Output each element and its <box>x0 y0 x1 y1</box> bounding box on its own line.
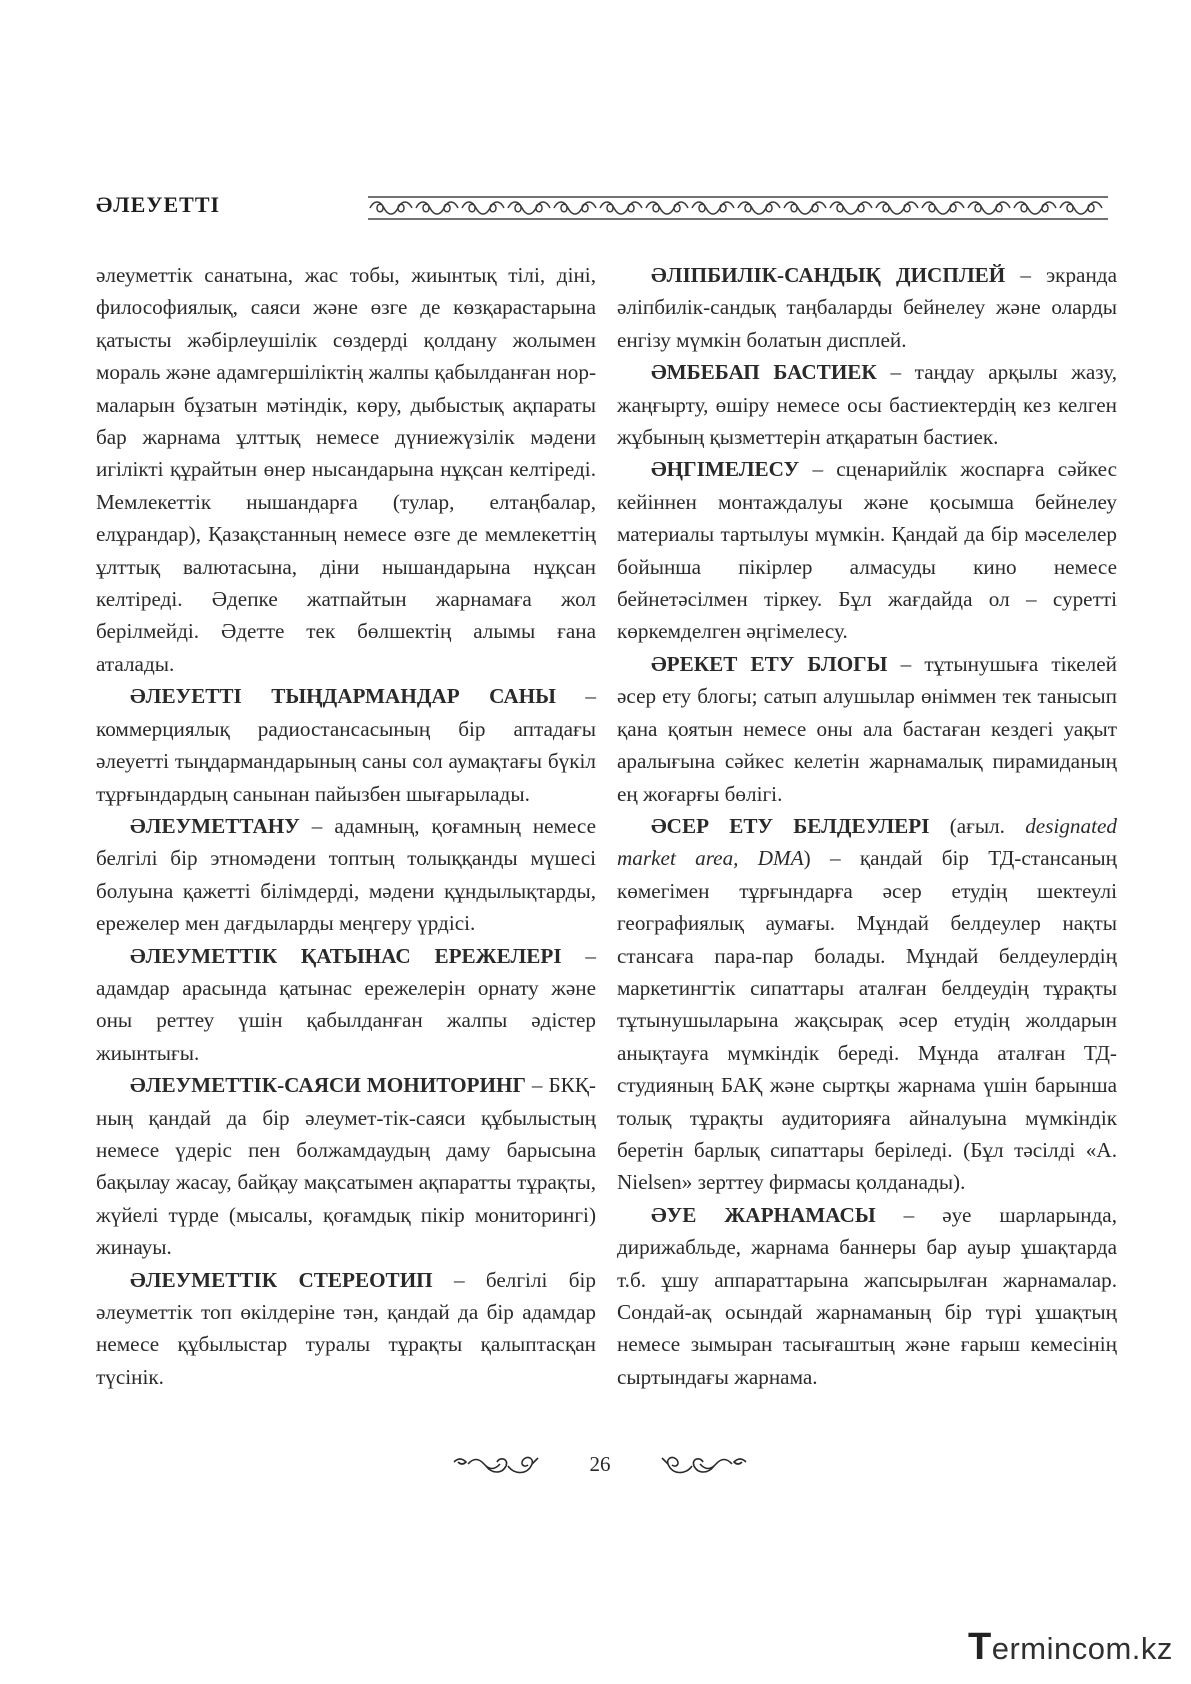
entry-continuation: әлеуметтік санатына, жас тобы, жиынтық тілі, діні, философиялық, саяси және өзге де көзқарастарына қатысты жәбірлеушілік сөздерді қолдану жолымен мораль және адамгершіліктің жалпы қабылданған нормаларын бұзатын мәтіндік, көру, дыбыстық ақпараты бар жарнама ұлттық немесе дүниежүзілік мәдени игілікті құрайтын өнер нысандарына нұқсан келтіреді. Мемлекеттік нышандарға (тулар, елтаңбалар, елұрандар), Қазақстанның немесе өзге де мемлекеттің ұлттық валютасына, діни нышандарына нұқсан келтіреді. Әдепке жатпайтын жарнамаға жол берілмейді. Әдетте тек бөлшектің алымы ғана аталады. <box>96 263 596 676</box>
ornament-motif <box>462 202 504 214</box>
watermark-first-letter: T <box>968 1626 992 1668</box>
entry-definition: – БКҚ-ның қандай да бір әлеумет-тік-саяси құбылыстың немесе үдеріс пен болжамдаудың даму барысына бақылау жасау, байқау мақсатымен ақпаратты тұрақты, жүйелі түрде (мысалы, қоғамдық пікір мониторингі) жинауы. <box>96 1073 596 1260</box>
entry-definition: – адамдар арасында қатынас ережелерін орнату және оны реттеу үшін қабылданған жалпы әдістер жиынтығы. <box>96 943 596 1065</box>
entry <box>617 648 1117 810</box>
entry-term: ӘРЕКЕТ ЕТУ БЛОГЫ <box>651 651 888 676</box>
ornament-motif <box>508 202 550 214</box>
entry-definition: – әуе шарларында, дирижабльде, жарнама баннеры бар ауыр ұшақтарда т.б. ұшу аппараттарына жапсырылған жарнамалар. Сондай-ақ осындай жарнаманың бір түрі ұшақтың немесе зымыран тасығаштың және ғарыш кемесінің сыртындағы жарнама. <box>617 1202 1118 1389</box>
entry <box>617 810 1117 1199</box>
footer-ornament-left <box>452 1452 540 1478</box>
entry <box>96 680 596 810</box>
entry-term: ӘЛЕУМЕТТАНУ <box>130 813 300 838</box>
entry-definition: ) – қандай бір ТД-стансаның көмегімен тұрғындарға әсер етудің шектеулі географиялық аумағы. Мұндай белдеулер нақты стансаға пара-пар болады. Мұндай белдеулердің маркетингтік сипаттары аталған белдеудің тұрақты тұтынушыларына жақсырақ әсер етудің жолдарын анықтауға мүмкіндік береді. Мұнда аталған ТД-студияның БАҚ және сыртқы жарнама үшін барынша толық тұрақты аудиторияға айналуына мүмкіндік беретін барлық сипаттары беріледі. (Бұл тәсілді «А. Nielsen» зерттеу фирмасы қолданады). <box>617 846 1117 1195</box>
entry-definition: – экранда әліпбилік-сандық таңбаларды бейнелеу және оларды енгізу мүмкін болатын дисплей. <box>617 263 1117 352</box>
entry <box>96 810 596 940</box>
ornament-motif <box>692 202 734 214</box>
entry-definition: – адамның, қоғамның немесе белгілі бір этномәдени топтың толыққанды мүшесі болуына қажетті білімдерді, мәдени құндылықтарды, ережелер мен дағдыларды меңгеру үрдісі. <box>96 813 596 936</box>
ornament-motif <box>968 202 1010 214</box>
ornament-motif <box>1060 202 1102 214</box>
left-column <box>96 259 596 1393</box>
ornament-motif <box>738 202 780 214</box>
entry <box>617 259 1117 356</box>
ornament-motif <box>416 202 458 214</box>
entry-source-prefix: (ағыл. <box>929 813 1026 838</box>
entry-definition: – таңдау арқылы жазу, жаңғырту, өшіру немесе осы бастиектердің кез келген жұбының қызметтерін атқаратын бастиек. <box>617 360 1117 450</box>
entry <box>96 1069 596 1263</box>
entry-term: ӘСЕР ЕТУ БЕЛДЕУЛЕРІ <box>651 813 930 838</box>
ornament-motif <box>830 202 872 214</box>
entry <box>617 1199 1117 1393</box>
footer-ornament-right <box>660 1452 748 1478</box>
ornament-motif <box>370 202 412 214</box>
entry-term: ӘЛЕУМЕТТІК-САЯСИ МОНИТОРИНГ <box>130 1073 526 1098</box>
entry-source-term: designated market area, DMA <box>617 813 1117 871</box>
entry-term: ӘЛІПБИЛІК-САНДЫҚ ДИСПЛЕЙ <box>651 263 1006 287</box>
ornament-motif <box>600 202 642 214</box>
running-head: ӘЛЕУЕТТІ <box>96 192 221 217</box>
ornament-band <box>368 194 1108 222</box>
entry-definition: – коммерциялық радиостансасының бір аптадағы әлеуетті тыңдармандарының саны сол аумақтағы бүкіл тұрғындардың санынан пайызбен шығарылады. <box>96 684 597 806</box>
ornament-motif <box>646 202 688 214</box>
entry-term: ӘЛЕУЕТТІ ТЫҢДАРМАНДАР САНЫ <box>130 684 556 709</box>
ornament-motif <box>922 202 964 214</box>
entry-term: ӘМБЕБАП БАСТИЕК <box>651 360 877 385</box>
entry-definition: – белгілі бір әлеуметтік топ өкілдеріне тән, қандай да бір адамдар немесе құбылыстар туралы тұрақты қалыптасқан түсінік. <box>96 1267 596 1389</box>
entry-term: ӘУЕ ЖАРНАМАСЫ <box>651 1202 876 1227</box>
entry-term: ӘЛЕУМЕТТІК ҚАТЫНАС ЕРЕЖЕЛЕРІ <box>130 943 562 968</box>
entry <box>617 453 1117 647</box>
entry-definition: – тұтынушыға тікелей әсер ету блогы; сатып алушылар өніммен тек танысып қана қоятын немесе оны ала бастаған кездегі уақыт аралығына сәйкес келетін жарнамалық пирамиданың ең жоғарғы бөлігі. <box>617 651 1118 806</box>
entry <box>96 940 596 1070</box>
entry-term: ӘЛЕУМЕТТІК СТЕРЕОТИП <box>130 1267 433 1292</box>
site-watermark <box>968 1626 1173 1666</box>
entry-term: ӘҢГІМЕЛЕСУ <box>651 457 800 482</box>
page-number: 26 <box>589 1452 611 1476</box>
entry <box>96 1264 596 1394</box>
entry-definition: – сценарийлік жоспарға сәйкес кейіннен монтаждалуы және қосымша бейнелеу материалы тартылуы мүмкін. Қандай да бір мәселелер бойынша пікірлер алмасуды кино немесе бейнетәсілмен тіркеу. Бұл жағдайда ол – суретті көркемделген әңгімелесу. <box>617 457 1117 644</box>
ornament-motif <box>784 202 826 214</box>
ornament-motif <box>1014 202 1056 214</box>
watermark-text: ermincom.kz <box>991 1631 1173 1666</box>
ornament-motif <box>876 202 918 214</box>
ornament-motif <box>554 202 596 214</box>
entry <box>617 356 1117 453</box>
right-column <box>617 259 1117 1393</box>
